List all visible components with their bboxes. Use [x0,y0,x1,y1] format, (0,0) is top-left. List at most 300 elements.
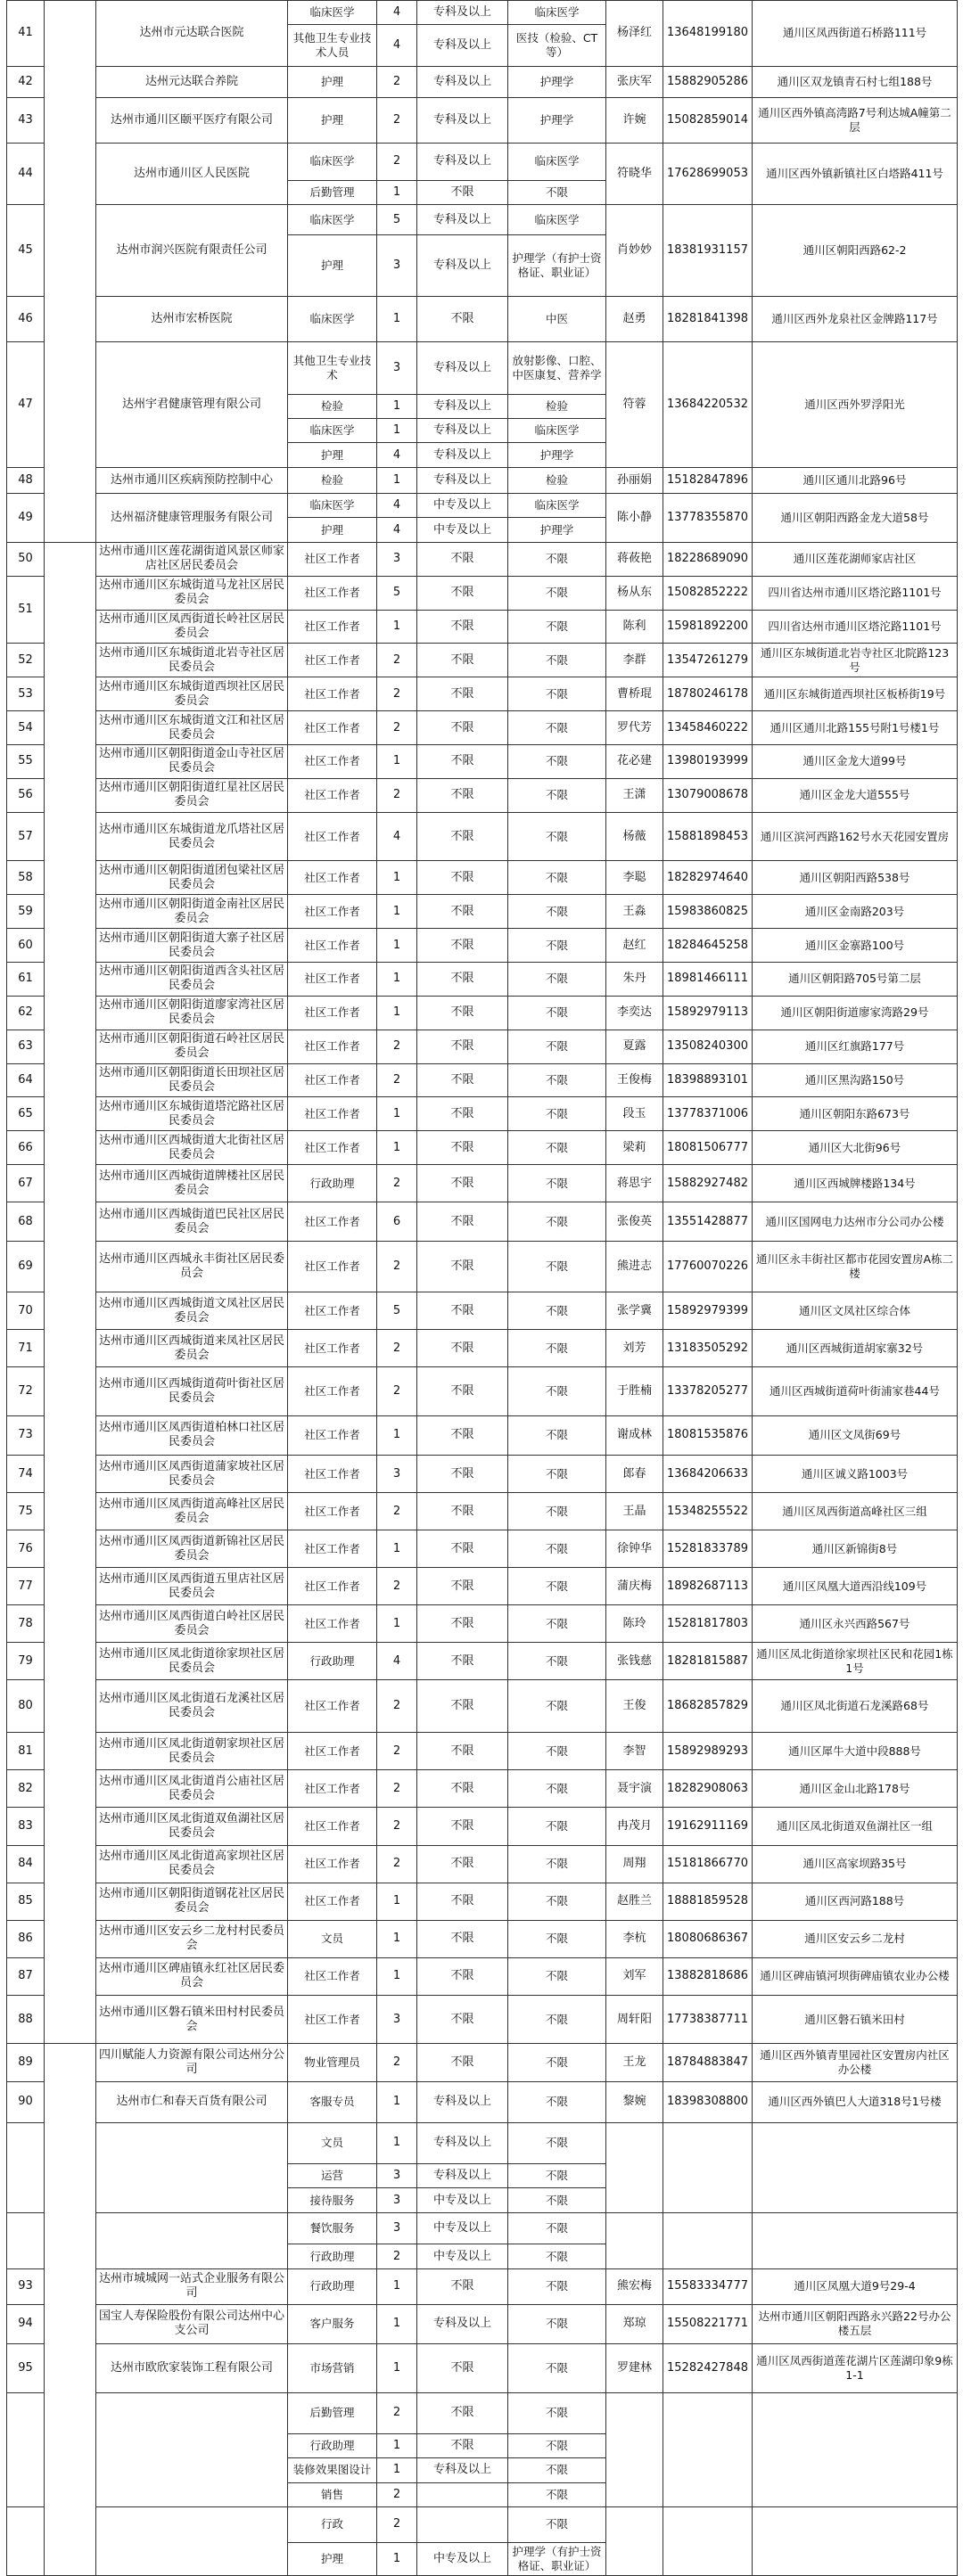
major-cell: 不限 [508,2506,606,2542]
table-row [7,1456,958,1493]
contact-person [606,2122,663,2212]
row-number: 62 [7,996,45,1030]
contact-person [606,2392,663,2506]
contact-person: 杨薇 [606,812,663,861]
address-cell: 通川区永丰街社区都市花园安置房A栋二楼 [753,1242,958,1292]
position-cell: 社区工作者 [288,929,377,963]
major-cell: 不限 [508,895,606,929]
position-cell: 社区工作者 [288,576,377,610]
table-row [7,2044,958,2081]
contact-person: 于胜楠 [606,1367,663,1416]
phone-number: 13458460222 [663,711,753,745]
position-cell: 社区工作者 [288,778,377,812]
phone-number: 18881859528 [663,1883,753,1920]
position-cell: 客户服务 [288,2304,377,2343]
contact-person: 梁莉 [606,1131,663,1165]
position-cell: 行政助理 [288,1165,377,1202]
address-cell: 通川区文凤社区综合体 [753,1292,958,1330]
address-cell: 通川区朝阳西路62-2 [753,205,958,297]
employer-name: 达州市通川区朝阳街道石岭社区居民委员会 [96,1030,288,1063]
education-cell: 不限 [417,2433,508,2457]
major-cell: 不限 [508,1845,606,1883]
major-cell: 检验 [508,394,606,418]
major-cell: 不限 [508,778,606,812]
position-cell: 行政助理 [288,2433,377,2457]
phone-number: 13547261279 [663,644,753,677]
row-number: 80 [7,1680,45,1733]
table-row [7,1733,958,1770]
contact-person: 蒲庆梅 [606,1568,663,1605]
table-row [7,1493,958,1530]
education-cell: 中专及以上 [417,2188,508,2212]
row-number: 82 [7,1770,45,1808]
row-number: 61 [7,962,45,996]
major-cell: 不限 [508,1770,606,1808]
headcount-cell: 2 [377,1330,417,1367]
contact-person [606,2506,663,2575]
headcount-cell: 2 [377,2044,417,2081]
row-number: 55 [7,744,45,778]
education-cell: 不限 [417,2343,508,2392]
table-row [7,1063,958,1097]
contact-person: 熊宏梅 [606,2268,663,2304]
headcount-cell: 1 [377,895,417,929]
employer-name: 达州市通川区朝阳街道西含头社区居民委员会 [96,962,288,996]
position-cell: 护理 [288,2542,377,2575]
position-cell: 社区工作者 [288,1770,377,1808]
education-cell: 专科及以上 [417,234,508,296]
table-row [7,962,958,996]
headcount-cell: 2 [377,143,417,180]
employer-name: 达州市通川区安云乡二龙村村民委员会 [96,1920,288,1957]
table-row [7,677,958,711]
headcount-cell: 2 [377,1733,417,1770]
row-number: 71 [7,1330,45,1367]
major-cell: 不限 [508,2392,606,2433]
major-cell: 不限 [508,1202,606,1242]
major-cell: 放射影像、口腔、中医康复、营养学 [508,341,606,394]
position-cell: 行政 [288,2506,377,2542]
headcount-cell: 2 [377,98,417,143]
major-cell: 不限 [508,1995,606,2044]
headcount-cell: 1 [377,297,417,341]
education-cell [417,2482,508,2506]
employer-name [96,2122,288,2212]
phone-number [663,2212,753,2268]
phone-number: 18281841398 [663,297,753,341]
row-number: 87 [7,1957,45,1995]
table-row [7,1920,958,1957]
position-cell: 社区工作者 [288,1845,377,1883]
position-cell: 临床医学 [288,494,377,518]
position-cell: 客服专员 [288,2081,377,2122]
category-cell [45,542,96,2044]
address-cell: 通川区犀牛大道中段888号 [753,1733,958,1770]
major-cell: 不限 [508,2081,606,2122]
position-cell: 餐饮服务 [288,2212,377,2244]
headcount-cell: 1 [377,2304,417,2343]
major-cell: 不限 [508,1680,606,1733]
phone-number: 15881898453 [663,812,753,861]
recruitment-table [6,0,958,2576]
table-row [7,744,958,778]
position-cell: 社区工作者 [288,1131,377,1165]
contact-person: 王俊 [606,1680,663,1733]
contact-person: 郎春 [606,1456,663,1493]
address-cell: 通川区凤北街道双鱼湖社区一组 [753,1808,958,1845]
major-cell: 不限 [508,2212,606,2244]
row-number: 73 [7,1415,45,1455]
major-cell: 不限 [508,1493,606,1530]
employer-name: 达州市通川区凤西街道新锦社区居民委员会 [96,1530,288,1568]
position-cell: 运营 [288,2164,377,2188]
phone-number: 18282908063 [663,1770,753,1808]
contact-person: 陈小静 [606,494,663,543]
row-number [7,2506,45,2575]
employer-name: 达州福济健康管理服务有限公司 [96,494,288,543]
headcount-cell: 2 [377,2482,417,2506]
address-cell: 通川区文凤街69号 [753,1415,958,1455]
headcount-cell: 1 [377,929,417,963]
contact-person: 蒋思宇 [606,1165,663,1202]
employer-name: 达州市通川区凤西街道白岭社区居民委员会 [96,1605,288,1643]
row-number: 54 [7,711,45,745]
address-cell [753,2506,958,2575]
education-cell: 不限 [417,1680,508,1733]
contact-person: 张俊英 [606,1202,663,1242]
phone-number [663,2122,753,2212]
education-cell: 专科及以上 [417,98,508,143]
phone-number: 15981892200 [663,610,753,644]
table-row [7,2212,958,2244]
table-row [7,1367,958,1416]
row-number: 47 [7,341,45,467]
phone-number: 18284645258 [663,929,753,963]
phone-number: 13684206633 [663,1456,753,1493]
table-row [7,610,958,644]
position-cell: 社区工作者 [288,542,377,576]
address-cell [753,2212,958,2268]
major-cell: 不限 [508,610,606,644]
headcount-cell: 1 [377,2081,417,2122]
position-cell: 社区工作者 [288,996,377,1030]
table-row [7,1883,958,1920]
major-cell: 不限 [508,1883,606,1920]
education-cell [417,2506,508,2542]
phone-number: 18981466111 [663,962,753,996]
education-cell: 不限 [417,2268,508,2304]
headcount-cell: 1 [377,1883,417,1920]
education-cell: 不限 [417,1733,508,1770]
headcount-cell: 1 [377,2458,417,2482]
contact-person: 赵胜兰 [606,1883,663,1920]
address-cell: 通川区西外龙泉社区金牌路117号 [753,297,958,341]
education-cell: 专科及以上 [417,467,508,493]
education-cell: 不限 [417,180,508,204]
employer-name: 达州市通川区西城街道来凤社区居民委员会 [96,1330,288,1367]
row-number: 48 [7,467,45,493]
address-cell: 通川区朝阳东路673号 [753,1097,958,1131]
headcount-cell: 5 [377,1292,417,1330]
address-cell: 通川区高家坝路35号 [753,1845,958,1883]
employer-name: 达州市元达联合医院 [96,1,288,67]
employer-name: 达州元达联合养院 [96,66,288,98]
employer-name [96,2212,288,2268]
major-cell: 不限 [508,2268,606,2304]
major-cell: 护理学 [508,443,606,467]
headcount-cell: 2 [377,1165,417,1202]
phone-number: 18281815887 [663,1643,753,1680]
position-cell: 后勤管理 [288,2392,377,2433]
contact-person: 王俊梅 [606,1063,663,1097]
address-cell: 通川区莲花湖师家店社区 [753,542,958,576]
headcount-cell: 1 [377,996,417,1030]
position-cell: 社区工作者 [288,1883,377,1920]
phone-number: 13980193999 [663,744,753,778]
phone-number: 15583334777 [663,2268,753,2304]
row-number: 42 [7,66,45,98]
contact-person: 王潇 [606,778,663,812]
headcount-cell: 2 [377,644,417,677]
position-cell: 临床医学 [288,143,377,180]
table-row [7,143,958,180]
table-row [7,861,958,895]
education-cell: 不限 [417,1920,508,1957]
row-number: 95 [7,2343,45,2392]
address-cell: 通川区金寨路100号 [753,929,958,963]
headcount-cell: 1 [377,2542,417,2575]
employer-name: 达州市通川区东城街道马龙社区居民委员会 [96,576,288,610]
phone-number: 18784883847 [663,2044,753,2081]
table-row [7,1995,958,2044]
phone-number: 13508240300 [663,1030,753,1063]
phone-number: 13882818686 [663,1957,753,1995]
headcount-cell: 2 [377,1493,417,1530]
phone-number: 18080686367 [663,1920,753,1957]
address-cell: 通川区碑庙镇河坝街碑庙镇农业办公楼 [753,1957,958,1995]
headcount-cell: 3 [377,2188,417,2212]
headcount-cell: 1 [377,2433,417,2457]
phone-number: 15983860825 [663,895,753,929]
major-cell: 不限 [508,2482,606,2506]
employer-name: 达州市通川区莲花湖街道风景区师家店社区居民委员会 [96,542,288,576]
employer-name: 达州市通川区朝阳街道廖家湾社区居民委员会 [96,996,288,1030]
table-row [7,1605,958,1643]
row-number: 46 [7,297,45,341]
contact-person: 杨从东 [606,576,663,610]
phone-number: 13778355870 [663,494,753,543]
phone-number: 17738387711 [663,1995,753,2044]
employer-name: 达州市通川区凤北街道石龙溪社区居民委员会 [96,1680,288,1733]
address-cell: 通川区西外镇青里园社区安置房内社区办公楼 [753,2044,958,2081]
position-cell: 物业管理员 [288,2044,377,2081]
contact-person: 杨泽红 [606,1,663,67]
major-cell: 不限 [508,1733,606,1770]
table-row [7,1680,958,1733]
address-cell [753,2392,958,2506]
major-cell: 不限 [508,996,606,1030]
address-cell: 通川区朝阳街道廖家湾路29号 [753,996,958,1030]
major-cell: 不限 [508,542,606,576]
contact-person: 曹桥琨 [606,677,663,711]
major-cell: 不限 [508,1808,606,1845]
headcount-cell: 1 [377,418,417,442]
education-cell: 专科及以上 [417,2304,508,2343]
headcount-cell: 2 [377,778,417,812]
phone-number: 15082859014 [663,98,753,143]
row-number: 78 [7,1605,45,1643]
position-cell: 社区工作者 [288,1808,377,1845]
employer-name: 达州市通川区凤北街道朝家坝社区居民委员会 [96,1733,288,1770]
education-cell: 不限 [417,1242,508,1292]
table-row [7,1,958,25]
table-row [7,1530,958,1568]
position-cell: 社区工作者 [288,895,377,929]
education-cell: 中专及以上 [417,2212,508,2244]
contact-person: 刘军 [606,1957,663,1995]
address-cell: 通川区凤北街道徐家坝社区民和花园1栋1号 [753,1643,958,1680]
position-cell: 社区工作者 [288,1733,377,1770]
contact-person: 周轩阳 [606,1995,663,2044]
phone-number: 18081535876 [663,1415,753,1455]
phone-number: 18282974640 [663,861,753,895]
phone-number: 15281833789 [663,1530,753,1568]
education-cell: 中专及以上 [417,2542,508,2575]
education-cell: 不限 [417,2392,508,2433]
education-cell: 不限 [417,1202,508,1242]
phone-number: 15892989293 [663,1733,753,1770]
headcount-cell: 2 [377,1367,417,1416]
table-row [7,2081,958,2122]
category-cell [45,1,96,543]
contact-person: 周翔 [606,1845,663,1883]
contact-person: 陈玲 [606,1605,663,1643]
employer-name: 达州市通川区凤西街道长岭社区居民委员会 [96,610,288,644]
major-cell: 不限 [508,1568,606,1605]
headcount-cell: 4 [377,1643,417,1680]
table-row [7,542,958,576]
position-cell: 社区工作者 [288,1202,377,1242]
row-number: 85 [7,1883,45,1920]
address-cell: 通川区大北街96号 [753,1131,958,1165]
address-cell: 通川区凤西街道石桥路111号 [753,1,958,67]
row-number: 68 [7,1202,45,1242]
employer-name: 达州市通川区凤北街道徐家坝社区居民委员会 [96,1643,288,1680]
address-cell: 通川区凤西街道莲花湖片区莲湖印象9栋1-1 [753,2343,958,2392]
table-row [7,778,958,812]
table-row [7,1415,958,1455]
phone-number: 18982687113 [663,1568,753,1605]
education-cell: 中专及以上 [417,2244,508,2268]
headcount-cell: 6 [377,1202,417,1242]
phone-number: 18228689090 [663,542,753,576]
major-cell: 检验 [508,467,606,493]
headcount-cell: 2 [377,1030,417,1063]
major-cell: 护理学 [508,98,606,143]
table-body [7,1,958,2576]
table-row [7,711,958,745]
table-row [7,1030,958,1063]
contact-person: 夏露 [606,1030,663,1063]
address-cell: 通川区西城街道荷叶街浦家巷44号 [753,1367,958,1416]
phone-number: 15882927482 [663,1165,753,1202]
education-cell: 不限 [417,1456,508,1493]
phone-number: 13648199180 [663,1,753,67]
position-cell: 护理 [288,518,377,542]
address-cell: 通川区西城牌楼路134号 [753,1165,958,1202]
table-row [7,1957,958,1995]
headcount-cell: 3 [377,542,417,576]
table-row [7,1097,958,1131]
address-cell: 通川区朝阳西路538号 [753,861,958,895]
contact-person: 熊进志 [606,1242,663,1292]
education-cell: 不限 [417,1530,508,1568]
education-cell: 不限 [417,644,508,677]
phone-number: 19162911169 [663,1808,753,1845]
phone-number: 17628699053 [663,143,753,204]
row-number: 53 [7,677,45,711]
education-cell: 专科及以上 [417,341,508,394]
position-cell: 护理 [288,66,377,98]
row-number: 88 [7,1995,45,2044]
headcount-cell: 1 [377,180,417,204]
major-cell: 不限 [508,1957,606,1995]
contact-person: 张学冀 [606,1292,663,1330]
address-cell: 通川区国网电力达州市分公司办公楼 [753,1202,958,1242]
position-cell: 临床医学 [288,205,377,235]
position-cell: 护理 [288,98,377,143]
major-cell: 不限 [508,861,606,895]
headcount-cell: 1 [377,1957,417,1995]
contact-person: 许婉 [606,98,663,143]
headcount-cell: 1 [377,610,417,644]
position-cell: 护理 [288,443,377,467]
address-cell: 通川区东城街道西坝社区板桥街19号 [753,677,958,711]
headcount-cell: 3 [377,2212,417,2244]
position-cell: 检验 [288,394,377,418]
education-cell: 不限 [417,1770,508,1808]
position-cell: 社区工作者 [288,1957,377,1995]
position-cell: 社区工作者 [288,1530,377,1568]
major-cell: 不限 [508,2244,606,2268]
row-number: 75 [7,1493,45,1530]
headcount-cell: 1 [377,861,417,895]
education-cell: 专科及以上 [417,25,508,66]
contact-person: 李聪 [606,861,663,895]
phone-number: 18398308800 [663,2081,753,2122]
table-row [7,1845,958,1883]
address-cell: 通川区滨河西路162号水天花园安置房 [753,812,958,861]
education-cell: 不限 [417,1643,508,1680]
contact-person: 孙丽娟 [606,467,663,493]
row-number: 67 [7,1165,45,1202]
position-cell: 社区工作者 [288,677,377,711]
major-cell: 护理学 [508,518,606,542]
employer-name: 达州市通川区西城街道文凤社区居民委员会 [96,1292,288,1330]
employer-name: 达州市通川区朝阳街道金山寺社区居民委员会 [96,744,288,778]
table-row [7,1242,958,1292]
headcount-cell: 2 [377,1063,417,1097]
major-cell: 临床医学 [508,418,606,442]
row-number: 94 [7,2304,45,2343]
position-cell: 社区工作者 [288,1415,377,1455]
position-cell: 行政助理 [288,1643,377,1680]
table-row [7,1131,958,1165]
headcount-cell: 4 [377,25,417,66]
address-cell: 通川区永兴西路567号 [753,1605,958,1643]
position-cell: 文员 [288,1920,377,1957]
position-cell: 社区工作者 [288,1995,377,2044]
